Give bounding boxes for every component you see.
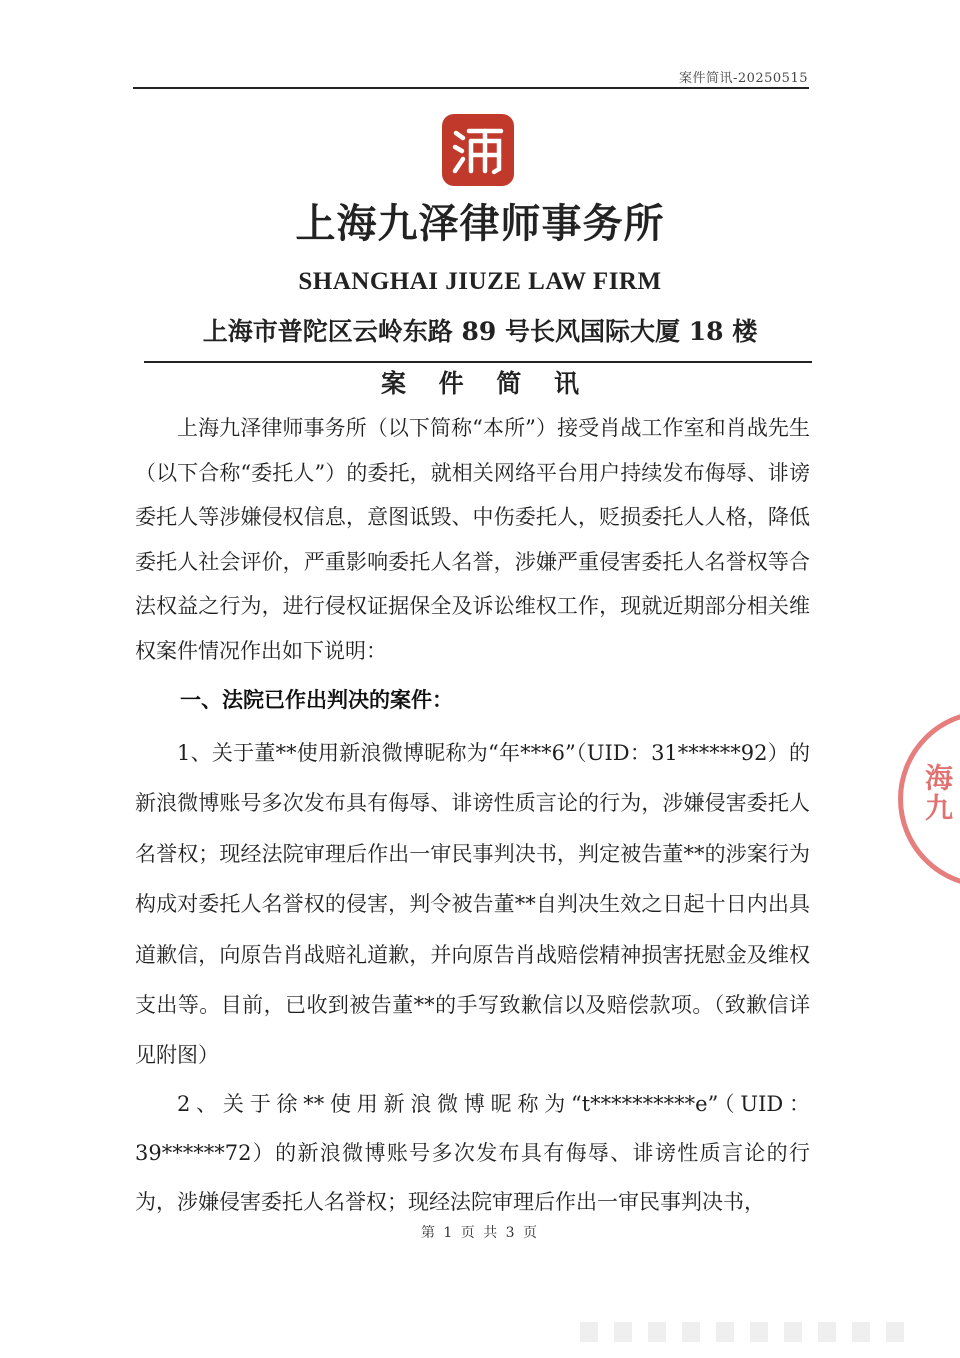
firm-name-chinese: 上海九泽律师事务所 xyxy=(295,200,665,247)
case-1-paragraph: 1、关于董**使用新浪微博昵称为“年***6”（UID：31******92）的新浪微博账号多次发布具有侮辱、诽谤性质言论的行为，涉嫌侵害委托人名誉权；现经法院审理后作出一审民事判决书，判定被告董**的涉案行为构成对委托人名誉权的侵害，判令被告董**自判决生效之日起十日内出具道歉信，向原告肖战赔礼道歉，并向原告肖战赔偿精神损害抚慰金及维权支出等。目前，已收到被告董**的手写致歉信以及赔偿款项。（致歉信详见附图） xyxy=(135,741,810,1068)
intro-paragraph: 上海九泽律师事务所（以下简称“本所”）接受肖战工作室和肖战先生（以下合称“委托人”）的委托，就相关网络平台用户持续发布侮辱、诽谤委托人等涉嫌侵权信息，意图诋毁、中伤委托人，贬损委托人人格，降低委托人社会评价，严重影响委托人名誉，涉嫌严重侵害委托人名誉权等合法权益之行为，进行侵权证据保全及诉讼维权工作，现就近期部分相关维权案件情况作出如下说明： xyxy=(135,416,810,663)
firm-address: 上海市普陀区云岭东路 89 号长风国际大厦 18 楼 xyxy=(202,317,758,346)
seal-text: 海九 xyxy=(921,763,954,823)
page-number: 第 1 页 共 3 页 xyxy=(420,1225,540,1241)
section-heading-judged-cases: 一、法院已作出判决的案件： xyxy=(180,687,453,712)
document-reference: 案件简讯-20250515 xyxy=(678,71,808,86)
document-title: 案 件 简 讯 xyxy=(380,369,592,398)
logo-glyph xyxy=(449,121,507,179)
law-firm-logo-icon xyxy=(442,114,514,186)
red-seal-stamp xyxy=(898,710,960,888)
firm-name-english: SHANGHAI JIUZE LAW FIRM xyxy=(298,268,662,295)
letterhead-divider xyxy=(144,361,812,363)
faint-watermark xyxy=(580,1322,920,1342)
case-2-paragraph: 2、关于徐**使用新浪微博昵称为“t**********e”（UID：39******72）的新浪微博账号多次发布具有侮辱、诽谤性质言论的行为，涉嫌侵害委托人名誉权；现经法院审理后作出一审民事判决书， xyxy=(135,1092,810,1214)
header-divider xyxy=(133,87,809,89)
